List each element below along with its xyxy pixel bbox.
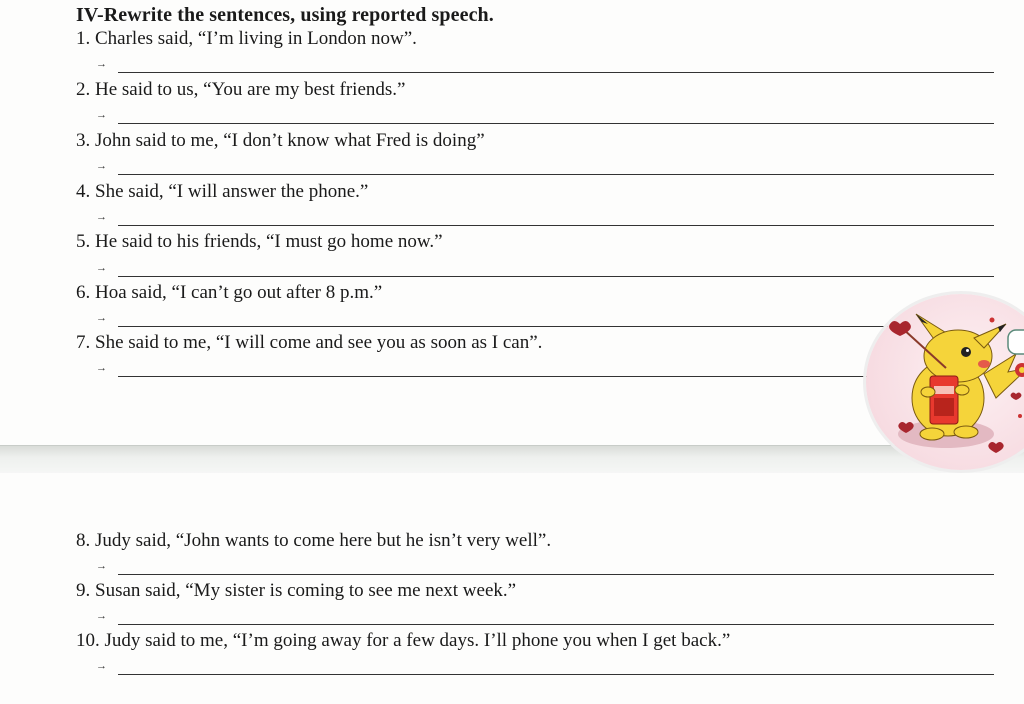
answer-line-1[interactable] xyxy=(96,59,994,73)
question-3: 3. John said to me, “I don’t know what Fred is doing” xyxy=(76,130,485,151)
arrow-icon: → xyxy=(96,262,107,274)
question-5: 5. He said to his friends, “I must go home now.” xyxy=(76,231,443,252)
page-separator xyxy=(0,445,1024,474)
question-2: 2. He said to us, “You are my best friends.” xyxy=(76,79,406,100)
answer-line-10[interactable] xyxy=(96,661,994,675)
question-7: 7. She said to me, “I will come and see you as soon as I can”. xyxy=(76,332,543,353)
answer-line-2[interactable] xyxy=(96,110,994,124)
question-1: 1. Charles said, “I’m living in London now”. xyxy=(76,28,417,49)
arrow-icon: → xyxy=(96,610,107,622)
answer-line-9[interactable] xyxy=(96,611,994,625)
answer-line-4[interactable] xyxy=(96,212,994,226)
answer-line-8[interactable] xyxy=(96,561,994,575)
question-9: 9. Susan said, “My sister is coming to see me next week.” xyxy=(76,580,517,601)
arrow-icon: → xyxy=(96,58,107,70)
arrow-icon: → xyxy=(96,312,107,324)
arrow-icon: → xyxy=(96,109,107,121)
arrow-icon: → xyxy=(96,362,107,374)
answer-line-7[interactable] xyxy=(96,363,868,377)
arrow-icon: → xyxy=(96,560,107,572)
question-10: 10. Judy said to me, “I’m going away for a few days. I’ll phone you when I get back.” xyxy=(76,630,731,651)
exercise-heading: IV-Rewrite the sentences, using reported speech. xyxy=(76,4,494,26)
question-8: 8. Judy said, “John wants to come here but he isn’t very well”. xyxy=(76,530,552,551)
answer-line-3[interactable] xyxy=(96,161,994,175)
answer-line-5[interactable] xyxy=(96,263,994,277)
arrow-icon: → xyxy=(96,211,107,223)
arrow-icon: → xyxy=(96,660,107,672)
question-4: 4. She said, “I will answer the phone.” xyxy=(76,181,369,202)
question-6: 6. Hoa said, “I can’t go out after 8 p.m.” xyxy=(76,282,383,303)
answer-line-6[interactable] xyxy=(96,313,896,327)
arrow-icon: → xyxy=(96,160,107,172)
